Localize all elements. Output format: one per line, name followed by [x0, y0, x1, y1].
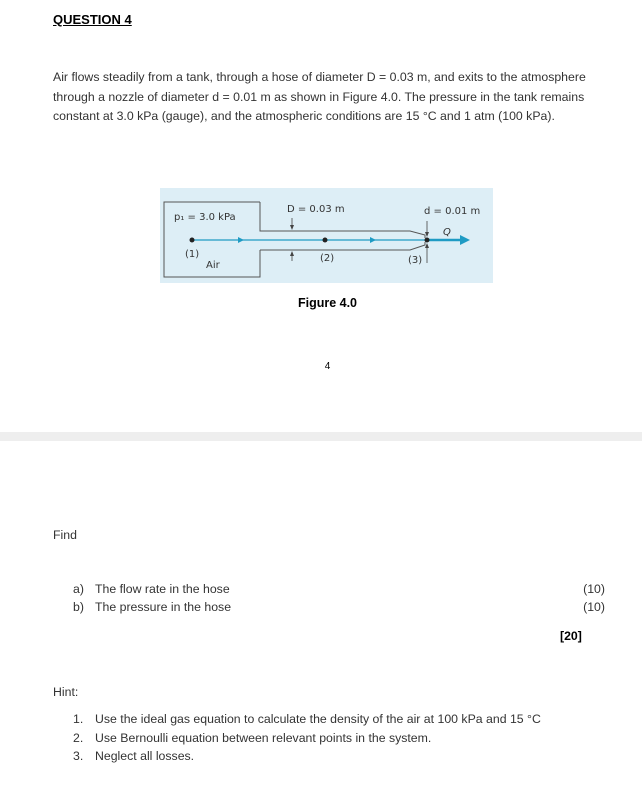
hint-number: 1.	[73, 712, 84, 726]
figure-4-0	[160, 188, 493, 283]
page-number: 4	[324, 361, 331, 372]
question-marks: (10)	[583, 600, 605, 614]
question-list	[73, 582, 605, 618]
hint-number: 2.	[73, 730, 84, 745]
point-1-label: (1)	[185, 249, 200, 260]
p1-label: p₁ = 3.0 kPa	[174, 212, 236, 223]
question-text: The pressure in the hose	[95, 600, 232, 614]
find-label: Find	[53, 528, 77, 542]
question-item	[73, 582, 605, 600]
hint-text: Neglect all losses.	[95, 749, 195, 763]
page-2	[0, 441, 642, 809]
hint-item	[73, 731, 573, 750]
hint-text: Use Bernoulli equation between relevant points in the system.	[95, 730, 432, 745]
hint-text: Use the ideal gas equation to calculate the density of the air at 100 kPa and 15 °C	[95, 712, 541, 726]
page-separator	[0, 432, 642, 441]
question-letter: a)	[73, 582, 84, 596]
figure-caption: Figure 4.0	[297, 296, 358, 310]
d-label: d = 0.01 m	[424, 206, 481, 217]
question-text: The flow rate in the hose	[95, 582, 230, 596]
air-label: Air	[206, 260, 220, 271]
question-marks: (10)	[583, 582, 605, 596]
hint-number: 3.	[73, 749, 84, 763]
hint-list	[73, 712, 573, 768]
D-label: D = 0.03 m	[287, 204, 345, 215]
hint-label: Hint:	[53, 685, 79, 699]
point-1-marker	[190, 238, 195, 243]
point-2-label: (2)	[320, 253, 335, 264]
problem-statement: Air flows steadily from a tank, through a hose of diameter D = 0.03 m, and exits to the atmosphere through a nozzle of diameter d = 0.01 m as shown in Figure 4.0. The pressure in the tank remains constant at 3.0 kPa (gauge), and the atmospheric conditions are 15 °C and 1 atm (100 kPa).	[53, 70, 586, 123]
point-3-label: (3)	[408, 255, 423, 266]
hint-item	[73, 749, 573, 768]
point-2-marker	[323, 238, 328, 243]
question-heading: QUESTION 4	[53, 12, 132, 27]
question-letter: b)	[73, 600, 84, 614]
hint-item	[73, 712, 573, 731]
question-item	[73, 600, 605, 618]
point-3-marker	[425, 238, 430, 243]
Q-label: Q	[443, 227, 451, 238]
total-marks: [20]	[560, 629, 582, 643]
